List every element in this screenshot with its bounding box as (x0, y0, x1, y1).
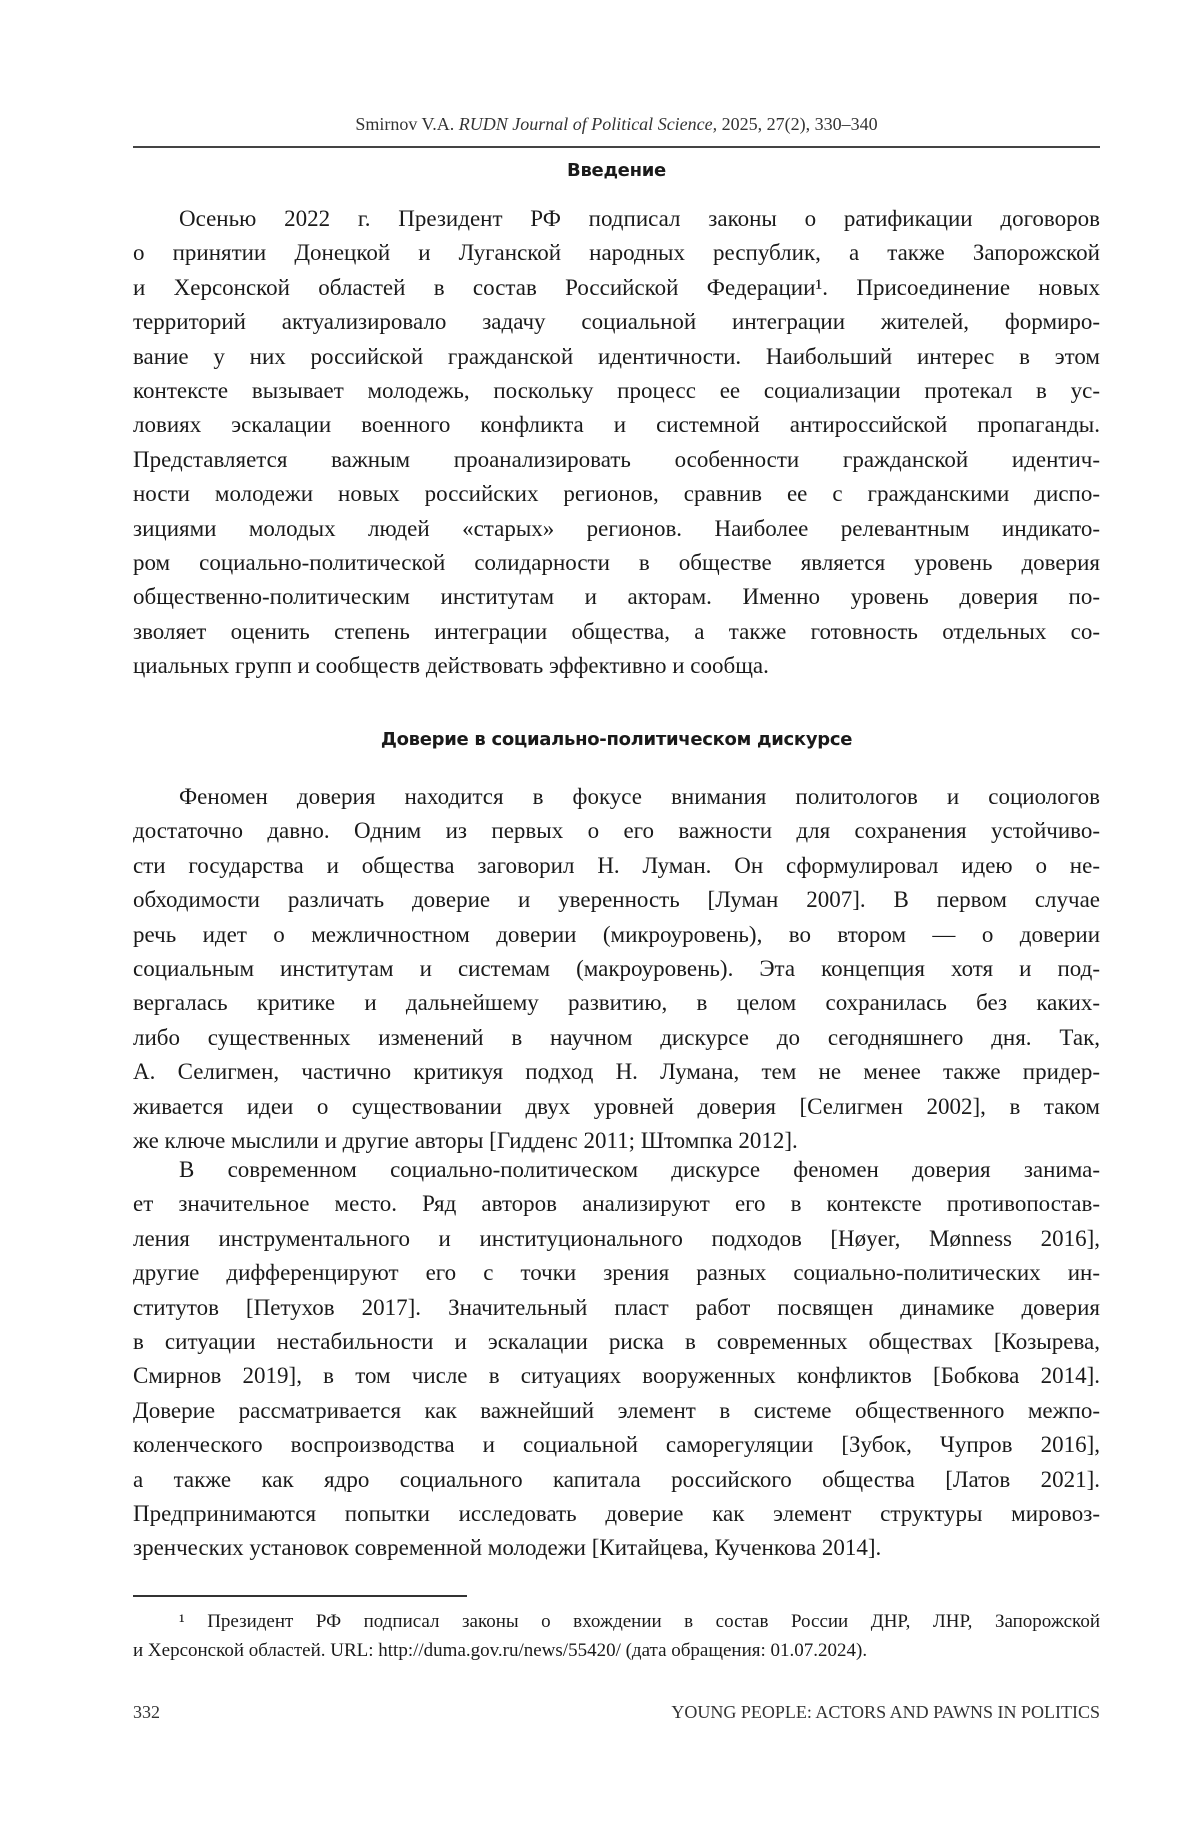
text-line: социальным институтам и системам (макроуровень). Эта концепция хотя и под- (133, 952, 1100, 986)
text-line: ловиях эскалации военного конфликта и системной антироссийской пропаганды. (133, 408, 1100, 442)
section-heading-trust: Доверие в социально-политическом дискурсе (133, 729, 1100, 750)
text-line: о принятии Донецкой и Луганской народных республик, а также Запорожской (133, 236, 1100, 270)
text-line: и Херсонской областей в состав Российской Федерации¹. Присоединение новых (133, 271, 1100, 305)
paragraph (133, 1153, 1100, 1566)
text-line: А. Селигмен, частично критикуя подход Н. Лумана, тем не менее также придер- (133, 1055, 1100, 1089)
text-line: и Херсонской областей. URL: http://duma.gov.ru/news/55420/ (дата обращения: 01.07.2024). (133, 1636, 1100, 1665)
text-line: сти государства и общества заговорил Н. Луман. Он сформулировал идею о не- (133, 849, 1100, 883)
text-line: общественно-политическим институтам и акторам. Именно уровень доверия по- (133, 580, 1100, 614)
text-line: другие дифференцируют его с точки зрения разных социально-политических ин- (133, 1256, 1100, 1290)
paragraph (133, 202, 1100, 683)
paragraph (133, 780, 1100, 1158)
section-heading-introduction: Введение (133, 160, 1100, 181)
text-line: же ключе мыслили и другие авторы [Гидденс 2011; Штомпка 2012]. (133, 1124, 1100, 1158)
text-line: ления инструментального и институционального подходов [Høyer, Mønness 2016], (133, 1222, 1100, 1256)
text-line: зволяет оценить степень интеграции общества, а также готовность отдельных со- (133, 615, 1100, 649)
footnote (133, 1607, 1100, 1665)
text-line: контексте вызывает молодежь, поскольку процесс ее социализации протекал в ус- (133, 374, 1100, 408)
text-line: достаточно давно. Одним из первых о его важности для сохранения устойчиво- (133, 814, 1100, 848)
text-line: ститутов [Петухов 2017]. Значительный пласт работ посвящен динамике доверия (133, 1291, 1100, 1325)
text-line: речь идет о межличностном доверии (микроуровень), во втором — о доверии (133, 918, 1100, 952)
text-line: В современном социально-политическом дискурсе феномен доверия занима- (133, 1153, 1100, 1187)
footer-section-title: YOUNG PEOPLE: ACTORS AND PAWNS IN POLITICS (671, 1702, 1100, 1723)
text-line: а также как ядро социального капитала российского общества [Латов 2021]. (133, 1463, 1100, 1497)
page-number: 332 (133, 1702, 160, 1723)
header-citation: 2025, 27(2), 330–340 (722, 114, 878, 134)
text-line: Осенью 2022 г. Президент РФ подписал законы о ратификации договоров (133, 202, 1100, 236)
text-line: Феномен доверия находится в фокусе внимания политологов и социологов (133, 780, 1100, 814)
text-line: территорий актуализировало задачу социальной интеграции жителей, формиро- (133, 305, 1100, 339)
text-line: Предпринимаются попытки исследовать доверие как элемент структуры мировоз- (133, 1497, 1100, 1531)
page-footer (133, 1702, 1100, 1723)
header-rule (133, 146, 1100, 148)
text-line: живается идеи о существовании двух уровней доверия [Селигмен 2002], в таком (133, 1090, 1100, 1124)
header-journal: RUDN Journal of Political Science, (459, 114, 717, 134)
text-line: ет значительное место. Ряд авторов анализируют его в контексте противопостав- (133, 1187, 1100, 1221)
text-line: Представляется важным проанализировать особенности гражданской идентич- (133, 443, 1100, 477)
text-line: либо существенных изменений в научном дискурсе до сегодняшнего дня. Так, (133, 1021, 1100, 1055)
text-line: циальных групп и сообществ действовать эффективно и сообща. (133, 649, 1100, 683)
text-line: вание у них российской гражданской идентичности. Наибольший интерес в этом (133, 340, 1100, 374)
text-line: обходимости различать доверие и уверенность [Луман 2007]. В первом случае (133, 883, 1100, 917)
header-author: Smirnov V.A. (355, 114, 454, 134)
running-header (133, 114, 1100, 135)
text-line: в ситуации нестабильности и эскалации риска в современных обществах [Козырева, (133, 1325, 1100, 1359)
text-line: Смирнов 2019], в том числе в ситуациях вооруженных конфликтов [Бобкова 2014]. (133, 1359, 1100, 1393)
text-line: ром социально-политической солидарности в обществе является уровень доверия (133, 546, 1100, 580)
text-line: коленческого воспроизводства и социальной саморегуляции [Зубок, Чупров 2016], (133, 1428, 1100, 1462)
text-line: Доверие рассматривается как важнейший элемент в системе общественного межпо- (133, 1394, 1100, 1428)
text-line: зренческих установок современной молодежи [Китайцева, Кученкова 2014]. (133, 1531, 1100, 1565)
footnote-rule (133, 1595, 467, 1597)
text-line: зициями молодых людей «старых» регионов. Наиболее релевантным индикато- (133, 512, 1100, 546)
text-line: ¹ Президент РФ подписал законы о вхождении в состав России ДНР, ЛНР, Запорожской (133, 1607, 1100, 1636)
text-line: ности молодежи новых российских регионов, сравнив ее с гражданскими диспо- (133, 477, 1100, 511)
text-line: вергалась критике и дальнейшему развитию, в целом сохранилась без каких- (133, 986, 1100, 1020)
